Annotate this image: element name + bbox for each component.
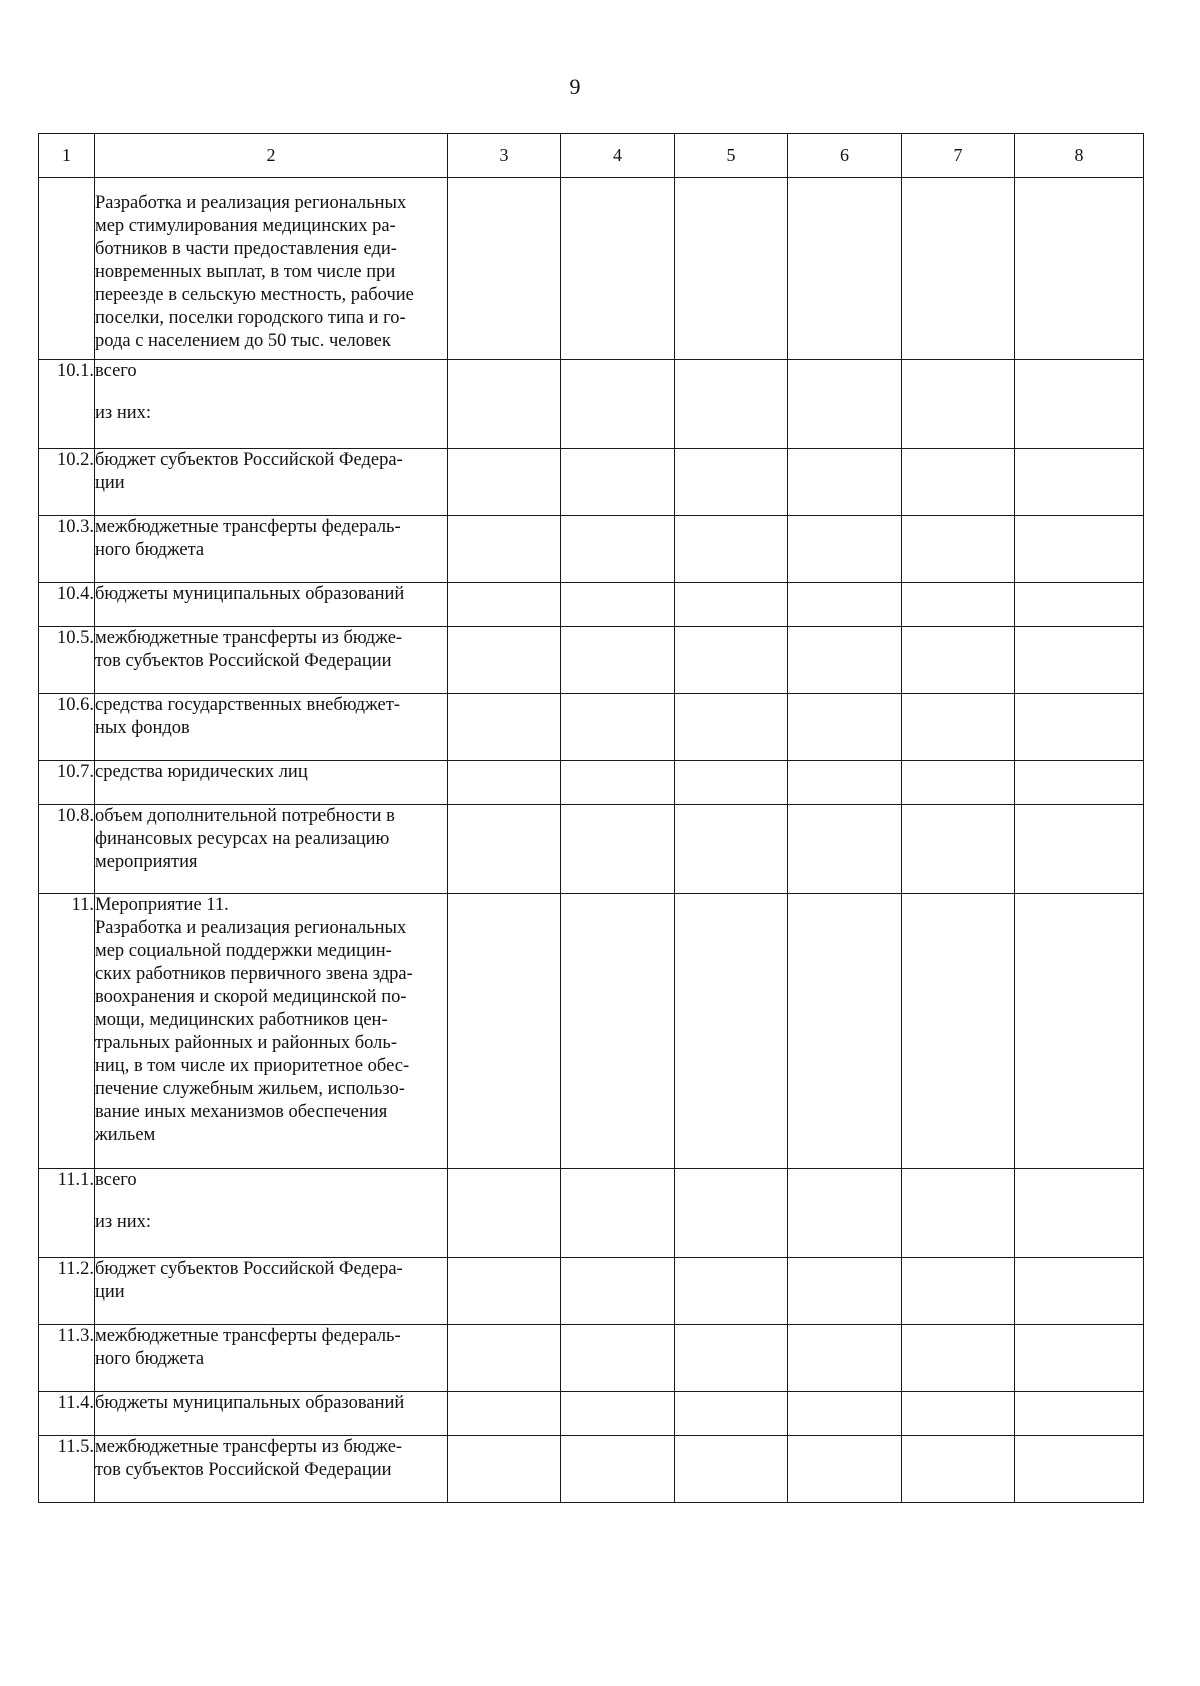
value-cell-col-7: [902, 516, 1015, 583]
value-cell-col-6: [788, 1392, 902, 1436]
value-cell-col-4: [561, 1436, 675, 1503]
column-header-1: 1: [39, 134, 95, 178]
value-cell-col-4: [561, 805, 675, 894]
value-cell-col-7: [902, 1436, 1015, 1503]
value-cell-col-8: [1015, 694, 1144, 761]
value-cell-col-3: [448, 694, 561, 761]
value-cell-col-6: [788, 1169, 902, 1258]
description-line: воохранения и скорой медицинской по-: [95, 987, 407, 1007]
row-number: 10.6.: [39, 694, 95, 761]
value-cell-col-3: [448, 761, 561, 805]
row-number: 11.: [39, 894, 95, 1169]
row-description: [95, 694, 448, 761]
table-row: [39, 178, 1144, 360]
value-cell-col-8: [1015, 627, 1144, 694]
value-cell-col-6: [788, 583, 902, 627]
row-number: 10.4.: [39, 583, 95, 627]
value-cell-col-8: [1015, 1169, 1144, 1258]
row-number: 10.3.: [39, 516, 95, 583]
description-line: финансовых ресурсах на реализацию: [95, 829, 390, 849]
value-cell-col-3: [448, 449, 561, 516]
column-header-8: 8: [1015, 134, 1144, 178]
table-row: [39, 1436, 1144, 1503]
row-description: [95, 583, 448, 627]
table-row: [39, 1258, 1144, 1325]
description-line: всего: [95, 361, 137, 381]
description-line: рода с населением до 50 тыс. человек: [95, 331, 391, 351]
value-cell-col-5: [675, 449, 788, 516]
row-number: 10.7.: [39, 761, 95, 805]
row-number: 10.8.: [39, 805, 95, 894]
value-cell-col-4: [561, 583, 675, 627]
value-cell-col-3: [448, 360, 561, 449]
value-cell-col-3: [448, 805, 561, 894]
description-subline: из них:: [95, 1212, 152, 1232]
value-cell-col-3: [448, 1258, 561, 1325]
description-line: Мероприятие 11.: [95, 895, 229, 915]
row-number: 11.3.: [39, 1325, 95, 1392]
value-cell-col-6: [788, 761, 902, 805]
row-description: [95, 761, 448, 805]
description-line: ции: [95, 1282, 125, 1302]
value-cell-col-6: [788, 1436, 902, 1503]
table-row: [39, 1169, 1144, 1258]
description-line: ного бюджета: [95, 1349, 205, 1369]
column-header-6: 6: [788, 134, 902, 178]
row-description: [95, 1258, 448, 1325]
value-cell-col-7: [902, 1169, 1015, 1258]
value-cell-col-4: [561, 1325, 675, 1392]
description-line: ных фондов: [95, 718, 190, 738]
value-cell-col-4: [561, 1169, 675, 1258]
description-line: ного бюджета: [95, 540, 205, 560]
value-cell-col-3: [448, 1169, 561, 1258]
row-description: [95, 1325, 448, 1392]
value-cell-col-4: [561, 694, 675, 761]
value-cell-col-6: [788, 178, 902, 360]
value-cell-col-5: [675, 694, 788, 761]
description-line: бюджеты муниципальных образований: [95, 1393, 405, 1413]
description-line: ских работников первичного звена здра-: [95, 964, 413, 984]
value-cell-col-6: [788, 1258, 902, 1325]
value-cell-col-7: [902, 694, 1015, 761]
value-cell-col-7: [902, 805, 1015, 894]
value-cell-col-3: [448, 178, 561, 360]
description-line: тов субъектов Российской Федерации: [95, 651, 392, 671]
value-cell-col-8: [1015, 516, 1144, 583]
value-cell-col-7: [902, 178, 1015, 360]
value-cell-col-4: [561, 449, 675, 516]
column-header-5: 5: [675, 134, 788, 178]
value-cell-col-3: [448, 627, 561, 694]
value-cell-col-5: [675, 516, 788, 583]
row-description: [95, 1169, 448, 1258]
description-line: всего: [95, 1170, 137, 1190]
row-description: [95, 1392, 448, 1436]
value-cell-col-8: [1015, 583, 1144, 627]
value-cell-col-5: [675, 1258, 788, 1325]
value-cell-col-3: [448, 1325, 561, 1392]
financing-table: [38, 133, 1144, 1503]
row-description: [95, 1436, 448, 1503]
value-cell-col-5: [675, 894, 788, 1169]
table-row: [39, 694, 1144, 761]
value-cell-col-5: [675, 178, 788, 360]
value-cell-col-4: [561, 627, 675, 694]
value-cell-col-4: [561, 761, 675, 805]
row-number: 11.1.: [39, 1169, 95, 1258]
table-body: [39, 178, 1144, 1503]
description-line: межбюджетные трансферты федераль-: [95, 1326, 401, 1346]
value-cell-col-8: [1015, 1392, 1144, 1436]
table-row: [39, 583, 1144, 627]
value-cell-col-8: [1015, 761, 1144, 805]
table-row: [39, 449, 1144, 516]
table-row: [39, 894, 1144, 1169]
value-cell-col-3: [448, 516, 561, 583]
value-cell-col-3: [448, 1392, 561, 1436]
value-cell-col-8: [1015, 805, 1144, 894]
value-cell-col-6: [788, 805, 902, 894]
description-line: ции: [95, 473, 125, 493]
value-cell-col-7: [902, 583, 1015, 627]
row-number: 10.5.: [39, 627, 95, 694]
value-cell-col-7: [902, 1258, 1015, 1325]
table-row: [39, 761, 1144, 805]
value-cell-col-3: [448, 894, 561, 1169]
value-cell-col-7: [902, 761, 1015, 805]
value-cell-col-4: [561, 516, 675, 583]
description-line: печение служебным жильем, использо-: [95, 1079, 405, 1099]
column-header-3: 3: [448, 134, 561, 178]
description-line: межбюджетные трансферты федераль-: [95, 517, 401, 537]
row-description: [95, 516, 448, 583]
row-description: [95, 449, 448, 516]
description-line: бюджеты муниципальных образований: [95, 584, 405, 604]
value-cell-col-5: [675, 1169, 788, 1258]
description-line: тов субъектов Российской Федерации: [95, 1460, 392, 1480]
description-line: бюджет субъектов Российской Федера-: [95, 1259, 403, 1279]
value-cell-col-8: [1015, 1258, 1144, 1325]
description-line: Разработка и реализация региональных: [95, 193, 407, 213]
description-line: ботников в части предоставления еди-: [95, 239, 397, 259]
description-line: мер стимулирования медицинских ра-: [95, 216, 396, 236]
description-line: жильем: [95, 1125, 156, 1145]
value-cell-col-5: [675, 1436, 788, 1503]
header-row: [39, 134, 1144, 178]
value-cell-col-4: [561, 1392, 675, 1436]
page-number: 9: [569, 74, 581, 99]
column-header-7: 7: [902, 134, 1015, 178]
column-header-4: 4: [561, 134, 675, 178]
description-line: поселки, поселки городского типа и го-: [95, 308, 406, 328]
value-cell-col-3: [448, 583, 561, 627]
row-description: [95, 894, 448, 1169]
value-cell-col-8: [1015, 449, 1144, 516]
value-cell-col-8: [1015, 360, 1144, 449]
value-cell-col-7: [902, 627, 1015, 694]
value-cell-col-6: [788, 627, 902, 694]
description-line: переезде в сельскую местность, рабочие: [95, 285, 414, 305]
column-header-2: 2: [95, 134, 448, 178]
row-number: 11.2.: [39, 1258, 95, 1325]
row-number: [39, 178, 95, 360]
description-line: мощи, медицинских работников цен-: [95, 1010, 388, 1030]
value-cell-col-6: [788, 360, 902, 449]
description-line: тральных районных и районных боль-: [95, 1033, 398, 1053]
value-cell-col-5: [675, 1392, 788, 1436]
description-line: межбюджетные трансферты из бюдже-: [95, 1437, 403, 1457]
description-line: ниц, в том числе их приоритетное обес-: [95, 1056, 410, 1076]
row-description: [95, 805, 448, 894]
description-line: средства юридических лиц: [95, 762, 308, 782]
description-line: бюджет субъектов Российской Федера-: [95, 450, 403, 470]
value-cell-col-7: [902, 449, 1015, 516]
value-cell-col-4: [561, 360, 675, 449]
value-cell-col-7: [902, 894, 1015, 1169]
value-cell-col-6: [788, 1325, 902, 1392]
value-cell-col-8: [1015, 1325, 1144, 1392]
value-cell-col-5: [675, 1325, 788, 1392]
value-cell-col-5: [675, 583, 788, 627]
value-cell-col-6: [788, 894, 902, 1169]
value-cell-col-5: [675, 360, 788, 449]
description-line: вание иных механизмов обеспечения: [95, 1102, 388, 1122]
table-row: [39, 1325, 1144, 1392]
description-subline: из них:: [95, 403, 152, 423]
value-cell-col-5: [675, 627, 788, 694]
table-row: [39, 360, 1144, 449]
value-cell-col-5: [675, 761, 788, 805]
description-line: объем дополнительной потребности в: [95, 806, 395, 826]
row-description: [95, 178, 448, 360]
value-cell-col-3: [448, 1436, 561, 1503]
description-line: мероприятия: [95, 852, 198, 872]
row-number: 10.2.: [39, 449, 95, 516]
row-description: [95, 360, 448, 449]
value-cell-col-8: [1015, 1436, 1144, 1503]
value-cell-col-7: [902, 1392, 1015, 1436]
value-cell-col-7: [902, 360, 1015, 449]
value-cell-col-4: [561, 178, 675, 360]
description-line: Разработка и реализация региональных: [95, 918, 407, 938]
row-number: 11.4.: [39, 1392, 95, 1436]
table-row: [39, 516, 1144, 583]
description-line: средства государственных внебюджет-: [95, 695, 401, 715]
value-cell-col-8: [1015, 894, 1144, 1169]
table-row: [39, 805, 1144, 894]
value-cell-col-6: [788, 449, 902, 516]
row-number: 11.5.: [39, 1436, 95, 1503]
description-line: мер социальной поддержки медицин-: [95, 941, 392, 961]
value-cell-col-4: [561, 1258, 675, 1325]
row-number: 10.1.: [39, 360, 95, 449]
row-description: [95, 627, 448, 694]
description-line: межбюджетные трансферты из бюдже-: [95, 628, 403, 648]
value-cell-col-6: [788, 694, 902, 761]
value-cell-col-8: [1015, 178, 1144, 360]
description-line: новременных выплат, в том числе при: [95, 262, 396, 282]
value-cell-col-6: [788, 516, 902, 583]
table-row: [39, 627, 1144, 694]
value-cell-col-5: [675, 805, 788, 894]
value-cell-col-4: [561, 894, 675, 1169]
table-row: [39, 1392, 1144, 1436]
value-cell-col-7: [902, 1325, 1015, 1392]
